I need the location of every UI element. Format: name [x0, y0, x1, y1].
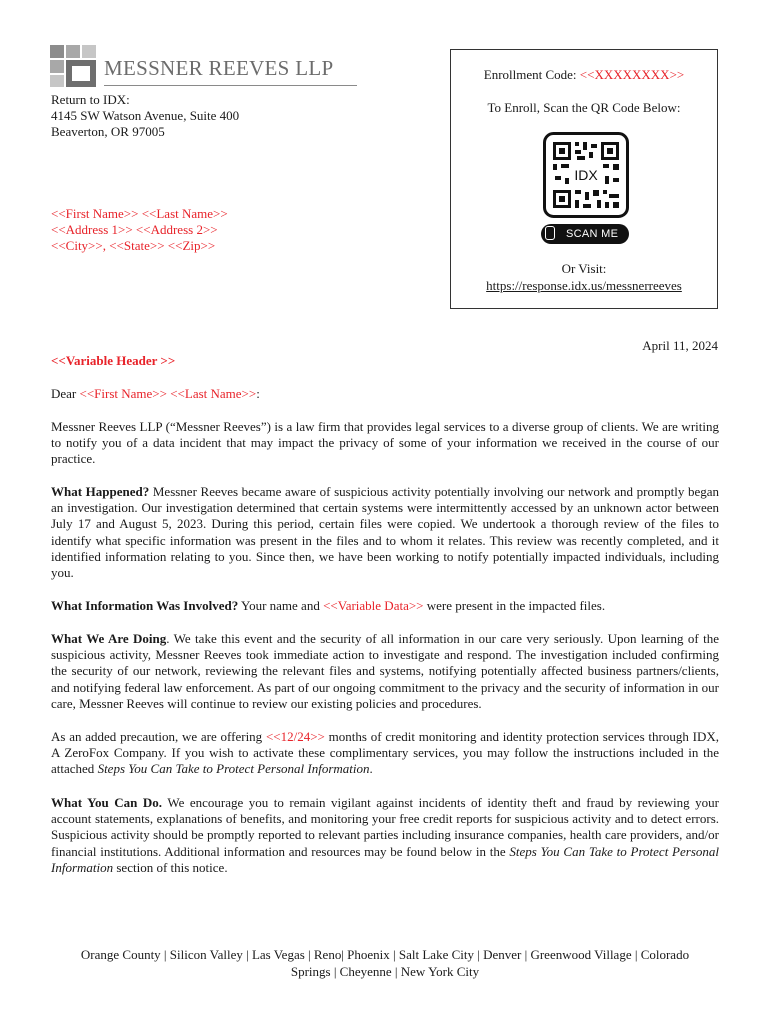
enrollment-url-link[interactable]: https://response.idx.us/messnerreeves: [486, 278, 682, 293]
variable-header: <<Variable Header >>: [51, 353, 176, 368]
precaution-steps-title: Steps You Can Take to Protect Personal Information: [97, 761, 370, 777]
qr-code[interactable]: [543, 132, 629, 218]
enrollment-code-label: Enrollment Code:: [483, 67, 577, 82]
recipient-name: <<First Name>> <<Last Name>>: [51, 206, 228, 221]
salutation-name: <<First Name>> <<Last Name>>: [79, 386, 257, 401]
firm-logo-mark: [50, 45, 98, 87]
return-label: Return to IDX:: [51, 92, 130, 107]
or-visit-label: Or Visit:: [561, 261, 607, 276]
scan-instruction: To Enroll, Scan the QR Code Below:: [487, 100, 681, 115]
firm-name: MESSNER REEVES LLP: [104, 56, 334, 80]
enrollment-code-value: <<XXXXXXXX>>: [579, 67, 685, 82]
salutation-prefix: Dear: [51, 386, 80, 401]
office-locations-footer: [40, 946, 730, 980]
scan-me-button[interactable]: [541, 224, 629, 244]
phone-icon: [545, 226, 555, 240]
footer-line-2: Springs | Cheyenne | New York City: [290, 964, 480, 979]
precaution-pre: As an added precaution, we are offering: [51, 729, 266, 744]
info-involved-variable: <<Variable Data>>: [323, 598, 424, 613]
what-happened-text: Messner Reeves became aware of suspicious activity potentially involving our network and promptly began an investigation. Our investigation determined that certain systems were intermittently accessed by an unknown actor between July 17 and August 5, 2023. During this period, certain files were copied. We undertook a thorough review of the files to identify what specific information was present in the files and to whom it relates. This review was recently completed, and it identified information relating to you. Since then, we have been working to notify potentially impacted individuals, including you.: [51, 484, 719, 581]
enrollment-box: [450, 49, 718, 309]
return-street: 4145 SW Watson Avenue, Suite 400: [51, 108, 240, 124]
precaution-end: .: [369, 761, 373, 777]
info-involved-paragraph: [51, 598, 719, 614]
what-you-can-do-paragraph: [51, 795, 719, 876]
enrollment-code: [451, 67, 717, 83]
what-you-can-do-text: We encourage you to remain vigilant against incidents of identity theft and fraud by reviewing your account statements, explanations of benefits, and monitoring your free credit reports for suspicious activity and to detect errors. Suspicious activity should be promptly reported to relevant parties including insurance companies, health care providers, and/or financial institutions. Additional information and resources may be found below in the: [51, 795, 720, 859]
scan-me-label: SCAN ME: [566, 228, 619, 240]
letter-date: April 11, 2024: [642, 338, 718, 353]
intro-paragraph: [51, 419, 719, 468]
return-address: [51, 92, 239, 141]
return-city: Beaverton, OR 97005: [51, 124, 165, 140]
what-you-can-do-heading: What You Can Do.: [51, 795, 163, 810]
what-we-are-doing-heading: What We Are Doing: [51, 631, 167, 646]
recipient-street: <<Address 1>> <<Address 2>>: [51, 222, 218, 238]
what-happened-paragraph: [51, 484, 719, 581]
salutation: [51, 386, 260, 402]
info-involved-post: were present in the impacted files.: [423, 598, 606, 613]
recipient-city: <<City>>, <<State>> <<Zip>>: [51, 238, 216, 254]
what-happened-heading: What Happened?: [51, 484, 150, 499]
logo-underline: [104, 85, 357, 86]
qr-center-label: IDX: [574, 167, 598, 183]
what-you-can-do-steps-title: Steps You Can Take to Protect Personal Information: [51, 843, 719, 875]
precaution-paragraph: [51, 729, 719, 778]
firm-logo: [50, 45, 334, 90]
enrollment-url[interactable]: [451, 278, 717, 294]
precaution-variable: <<12/24>>: [265, 729, 325, 744]
recipient-address: [51, 206, 228, 255]
what-you-can-do-end: section of this notice.: [113, 859, 228, 875]
info-involved-heading: What Information Was Involved?: [51, 598, 239, 613]
salutation-suffix: :: [256, 386, 260, 401]
what-we-are-doing-text: . We take this event and the security of all information in our care very seriously. Upon learning of the suspicious activity, Messner Reeves took immediate action to investigate and respond. The investigation included confirming the security of our network, reviewing the relevant files and systems, notifying potentially affected business partners/clients, and notifying federal law enforcement. As part of our ongoing commitment to the privacy and the security of information in our care, Messner Reeves will continue to review our existing policies and procedures.: [51, 631, 719, 711]
what-we-are-doing-paragraph: [51, 631, 719, 712]
info-involved-pre: Your name and: [238, 598, 324, 613]
intro-text: Messner Reeves LLP (“Messner Reeves”) is a law firm that provides legal services to a diverse group of clients. We are writing to notify you of a data incident that may impact the privacy of some of your information we received in the course of our practice.: [51, 419, 719, 467]
footer-line-1: Orange County | Silicon Valley | Las Vegas | Reno| Phoenix | Salt Lake City | Denver | Greenwood Village | Colorado: [80, 947, 690, 962]
precaution-mid: months of credit monitoring and identity protection services through IDX, A ZeroFox Company. If you wish to activate these complimentary services, you may follow the instructions included in the attached: [51, 729, 719, 777]
